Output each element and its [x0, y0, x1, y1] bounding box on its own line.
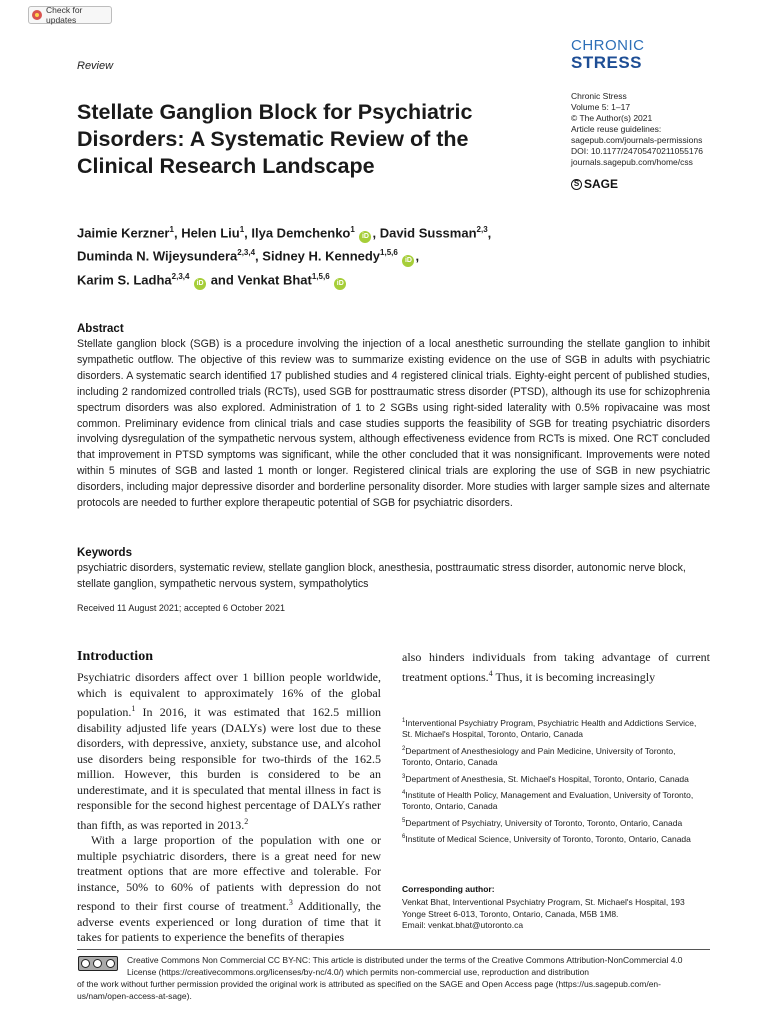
author-affiliation: 1 [350, 225, 355, 234]
author: David Sussman [379, 225, 477, 241]
footer-divider [77, 949, 710, 950]
affiliation-item: $^4$Institute of Health Policy, Management and Evaluation, University of Toronto, Toronto, Ontario, Canada [402, 789, 694, 812]
doi-link[interactable]: DOI: 10.1177/24705470211055176 [571, 146, 704, 156]
crossmark-icon [32, 10, 42, 20]
author-affiliation: 1,5,6 [311, 271, 330, 281]
author: Venkat Bhat [237, 271, 312, 287]
copyright: © The Author(s) 2021 [571, 113, 653, 123]
citation[interactable]: 3 [288, 898, 293, 907]
publisher-name: SAGE [584, 177, 619, 191]
affiliation-item: $^5$Department of Psychiatry, University of Toronto, Toronto, Ontario, Canada [402, 817, 683, 828]
sage-logo-icon: S [571, 179, 582, 190]
license-text-continued: of the work without further permission provided the original work is attributed as specified on the SAGE and Open Access page (https://us.sagepub.com/en-us/nam/open-access-at-sage). [77, 979, 661, 1001]
check-for-updates-label: Check for updates [46, 5, 83, 25]
author: Ilya Demchenko [251, 225, 351, 241]
publisher-logo [571, 177, 618, 191]
keywords-text: psychiatric disorders, systematic review, stellate ganglion block, anesthesia, posttraumatic stress disorder, autonomic nerve block, stellate ganglion, sympathetic nervous system, sympatholytics [77, 562, 686, 590]
paragraph: Psychiatric disorders affect over 1 billion people worldwide, which is equivalent to approximately 16% of the global population.$^1$ In 2016, it was estimated that 162.5 million disability adjusted life years (DALYs) were lost due to these disorders, with depressive, anxiety, substance use, and alcohol use disorders being responsible for two-thirds of the 162.5 million. However, this burden is considered to be an underestimate, and it is speculated that mental illness in fact is responsible for the second highest percentage of DALYs rather than fifth, as was reported in 2013.$^2$ [77, 670, 381, 832]
corresponding-address: Venkat Bhat, Interventional Psychiatry Program, St. Michael's Hospital, 193 Yonge Street 6-013, Toronto, Ontario, Canada, M5B 1M8. [402, 897, 685, 919]
citation[interactable]: 4 [488, 668, 493, 678]
cc-by-nc-icon[interactable] [78, 956, 118, 971]
affiliation-item: $^3$Department of Anesthesia, St. Michael's Hospital, Toronto, Ontario, Canada [402, 773, 689, 784]
author: Duminda N. Wijeysundera [77, 248, 238, 264]
author: Helen Liu [181, 225, 240, 241]
body-column-right: also hinders individuals from taking advantage of current treatment options.$^4$ Thus, it is becoming increasingly [402, 650, 710, 684]
author-affiliation: 1 [169, 225, 174, 234]
citation[interactable]: 2 [244, 816, 249, 826]
affiliation-item: $^1$Interventional Psychiatry Program, Psychiatric Health and Addictions Service, St. Michael's Hospital, Toronto, Ontario, Canada [402, 717, 697, 740]
journal-meta [571, 91, 703, 168]
journal-volume: Volume 5: 1–17 [571, 102, 631, 112]
journal-logo-line2: STRESS [571, 53, 643, 72]
journal-home-link[interactable]: journals.sagepub.com/home/css [571, 157, 693, 167]
orcid-icon[interactable]: iD [402, 255, 414, 267]
reuse-guidelines-label: Article reuse guidelines: [571, 124, 662, 134]
affiliation-item: $^2$Department of Anesthesiology and Pain Medicine, University of Toronto, Toronto, Ontario, Canada [402, 745, 676, 768]
author-conjunction: and [210, 271, 234, 287]
journal-logo-line1: CHRONIC [571, 37, 645, 54]
corresponding-author [402, 897, 707, 932]
check-for-updates-button[interactable] [28, 6, 112, 24]
orcid-icon[interactable]: iD [334, 278, 346, 290]
affiliation-item: $^6$Institute of Medical Science, University of Toronto, Toronto, Ontario, Canada [402, 833, 691, 844]
author: Jaimie Kerzner [77, 225, 170, 241]
orcid-icon[interactable]: iD [359, 231, 371, 243]
author-affiliation: 2,3,4 [237, 248, 256, 258]
author-affiliation: 2,3,4 [171, 271, 190, 281]
keywords-heading: Keywords [77, 547, 132, 559]
permissions-link[interactable]: sagepub.com/journals-permissions [571, 135, 703, 145]
abstract-text: Stellate ganglion block (SGB) is a procedure involving the injection of a local anesthetic surrounding the stellate ganglion to inhibit sympathetic outflow. The objective of this review was to summarize existing evidence on the use of SGB in adults with psychiatric disorders. A systematic search identified 17 published studies and 4 registered clinical trials. Eighty-eight percent of published studies, including 2 randomized controlled trials (RCTs), used SGB for posttraumatic stress disorder (PTSD), although its use for schizophrenia spectrum disorders was also explored. Administration of 1 to 2 SGBs using right-sided laterality with 0.5% ropivacaine was most common. Preliminary evidence from clinical trials and case studies supports the feasibility of SGB for treating psychiatric disorders involving dysregulation of the sympathetic nervous system, although effectiveness evidence from RCTs is mixed. One RCT concluded that improvement in PTSD symptoms was significant, while the other concluded that it was nonsignificant. Improvements were noted within 5 minutes of SGB and lasted 1 month or longer. Registered clinical trials are exploring the use of SGB in new psychiatric disorders, including major depressive disorder and borderline personality disorder. More studies with larger sample sizes and alternate protocols are needed to further explore therapeutic potential of SGB for psychiatric disorders. [77, 338, 710, 510]
citation[interactable]: 1 [131, 704, 136, 713]
author-affiliation: 1 [239, 225, 245, 234]
received-dates: Received 11 August 2021; accepted 6 October 2021 [77, 603, 285, 613]
abstract-heading: Abstract [77, 323, 124, 335]
author-affiliation: 1,5,6 [380, 248, 398, 258]
introduction-heading: Introduction [77, 649, 153, 664]
paragraph: With a large proportion of the population with one or multiple psychiatric disorders, there is a great need for new treatment options that are more effective and tolerable. For instance, 50% to 60% of patients with depression do not respond to their first course of treatment.$^3$ Additionally, the adverse events experienced or long duration of time that it takes for patients to experience the benefits of therapies [77, 833, 381, 944]
author: Sidney H. Kennedy [262, 248, 381, 264]
article-type: Review [77, 60, 114, 72]
journal-logo [571, 38, 645, 71]
orcid-icon[interactable]: iD [194, 278, 206, 290]
corresponding-author-heading: Corresponding author: [402, 884, 495, 894]
author-affiliation: 2,3 [476, 225, 488, 234]
body-column-left [77, 670, 381, 946]
author-list: Jaimie Kerzner$^1$, Helen Liu$^1$, Ilya Demchenko$^1$ iD , David Sussman$^{2,3}$, Duminda N. Wijeysundera$^{2,3,4}$, Sidney H. Kennedy$^{1,5,6}$ iD , Karim S. Ladha$^{2,3,4}$ iD and Venkat Bhat$^{1,5,6}$ iD [77, 220, 577, 290]
journal-name: Chronic Stress [571, 91, 627, 101]
corresponding-email[interactable]: Email: venkat.bhat@utoronto.ca [402, 920, 524, 930]
license-text: Creative Commons Non Commercial CC BY-NC: This article is distributed under the terms of the Creative Commons Attribution-NonCommercial 4.0 License (https://creativecommons.org/licenses/by-nc/4.0/) which permits non-commercial use, reproduction and distribution [127, 955, 683, 977]
article-title: Stellate Ganglion Block for Psychiatric Disorders: A Systematic Review of the Clinical Research Landscape [77, 100, 473, 178]
author: Karim S. Ladha [77, 271, 172, 287]
affiliations [402, 716, 702, 848]
